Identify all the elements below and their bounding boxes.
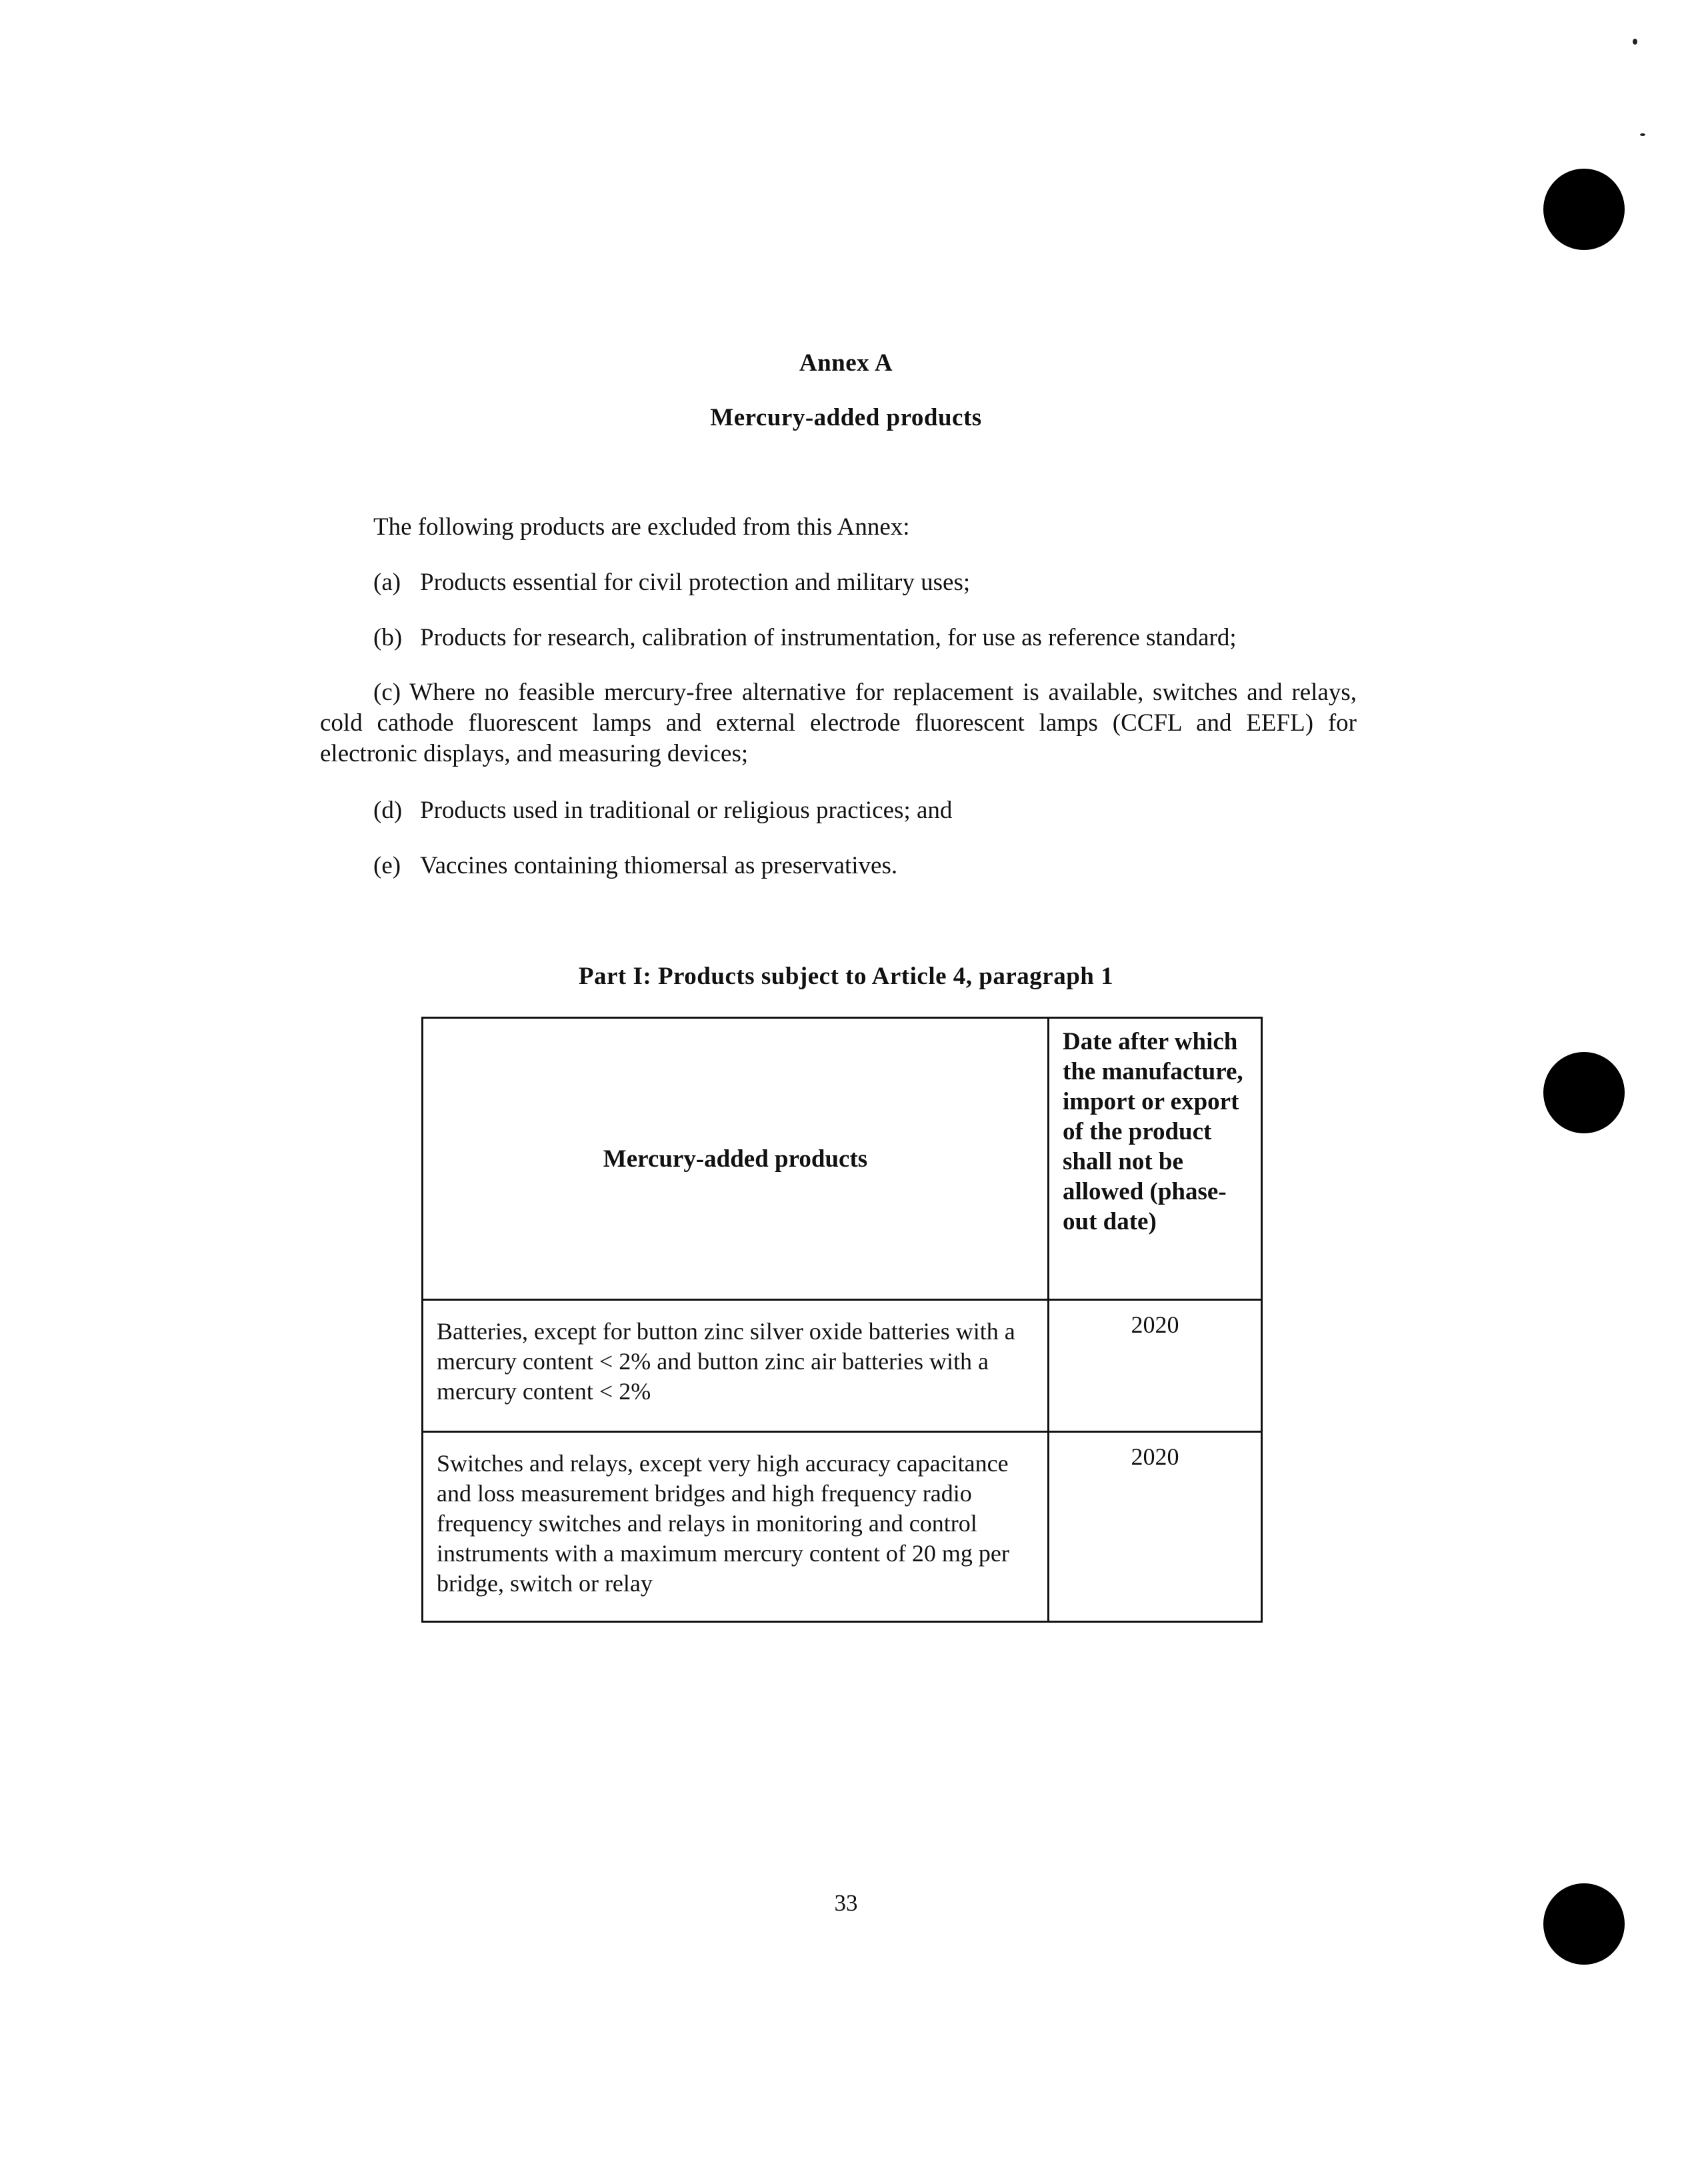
page-number: 33	[834, 1890, 858, 1916]
scan-speck	[1633, 39, 1637, 45]
product-cell: Switches and relays, except very high accuracy capacitance and loss measurement bridges and high frequency radio frequency switches and relays in monitoring and control instruments with a maximum mercury content of 20 mg per bridge, switch or relay	[423, 1433, 1049, 1621]
punch-hole-middle	[1543, 1052, 1625, 1133]
table-header-row	[423, 1019, 1261, 1299]
exclusion-item-e	[373, 851, 897, 881]
exclusion-item-c	[320, 677, 1357, 769]
annex-title: Annex A	[799, 349, 893, 377]
exclusion-item-b	[373, 623, 1237, 653]
exclusion-marker: (c)	[373, 679, 401, 706]
exclusion-text: Products essential for civil protection and military uses;	[420, 569, 971, 596]
date-cell: 2020	[1131, 1311, 1179, 1338]
exclusion-text: Products used in traditional or religious practices; and	[420, 797, 953, 824]
product-cell: Batteries, except for button zinc silver oxide batteries with a mercury content < 2% and button zinc air batteries with a mercury content < 2%	[423, 1301, 1049, 1431]
exclusion-marker: (e)	[373, 852, 401, 879]
header-phase-out-date: Date after which the manufacture, import or export of the product shall not be allowed (phase-out date)	[1063, 1028, 1243, 1235]
table-row	[423, 1431, 1261, 1621]
header-products: Mercury-added products	[423, 1019, 1049, 1299]
exclusion-text: Products for research, calibration of instrumentation, for use as reference standard;	[420, 624, 1237, 651]
exclusion-marker: (a)	[373, 569, 401, 596]
exclusion-item-d	[373, 795, 952, 826]
intro-paragraph: The following products are excluded from this Annex:	[373, 513, 910, 541]
products-table	[421, 1017, 1263, 1623]
exclusion-item-a	[373, 567, 970, 598]
exclusion-marker: (b)	[373, 624, 403, 651]
exclusion-text: Vaccines containing thiomersal as preservatives.	[420, 852, 898, 879]
table-row	[423, 1299, 1261, 1431]
exclusion-text: Where no feasible mercury-free alternative for replacement is available, switches and relays, cold cathode fluorescent lamps and external electrode fluorescent lamps (CCFL and EEFL) for electronic displays, and measuring devices;	[320, 679, 1357, 767]
punch-hole-top	[1543, 169, 1625, 250]
scan-speck	[1640, 133, 1645, 136]
exclusion-marker: (d)	[373, 797, 403, 824]
part-title: Part I: Products subject to Article 4, paragraph 1	[578, 963, 1114, 990]
annex-subtitle: Mercury-added products	[710, 404, 982, 431]
date-cell: 2020	[1131, 1443, 1179, 1470]
